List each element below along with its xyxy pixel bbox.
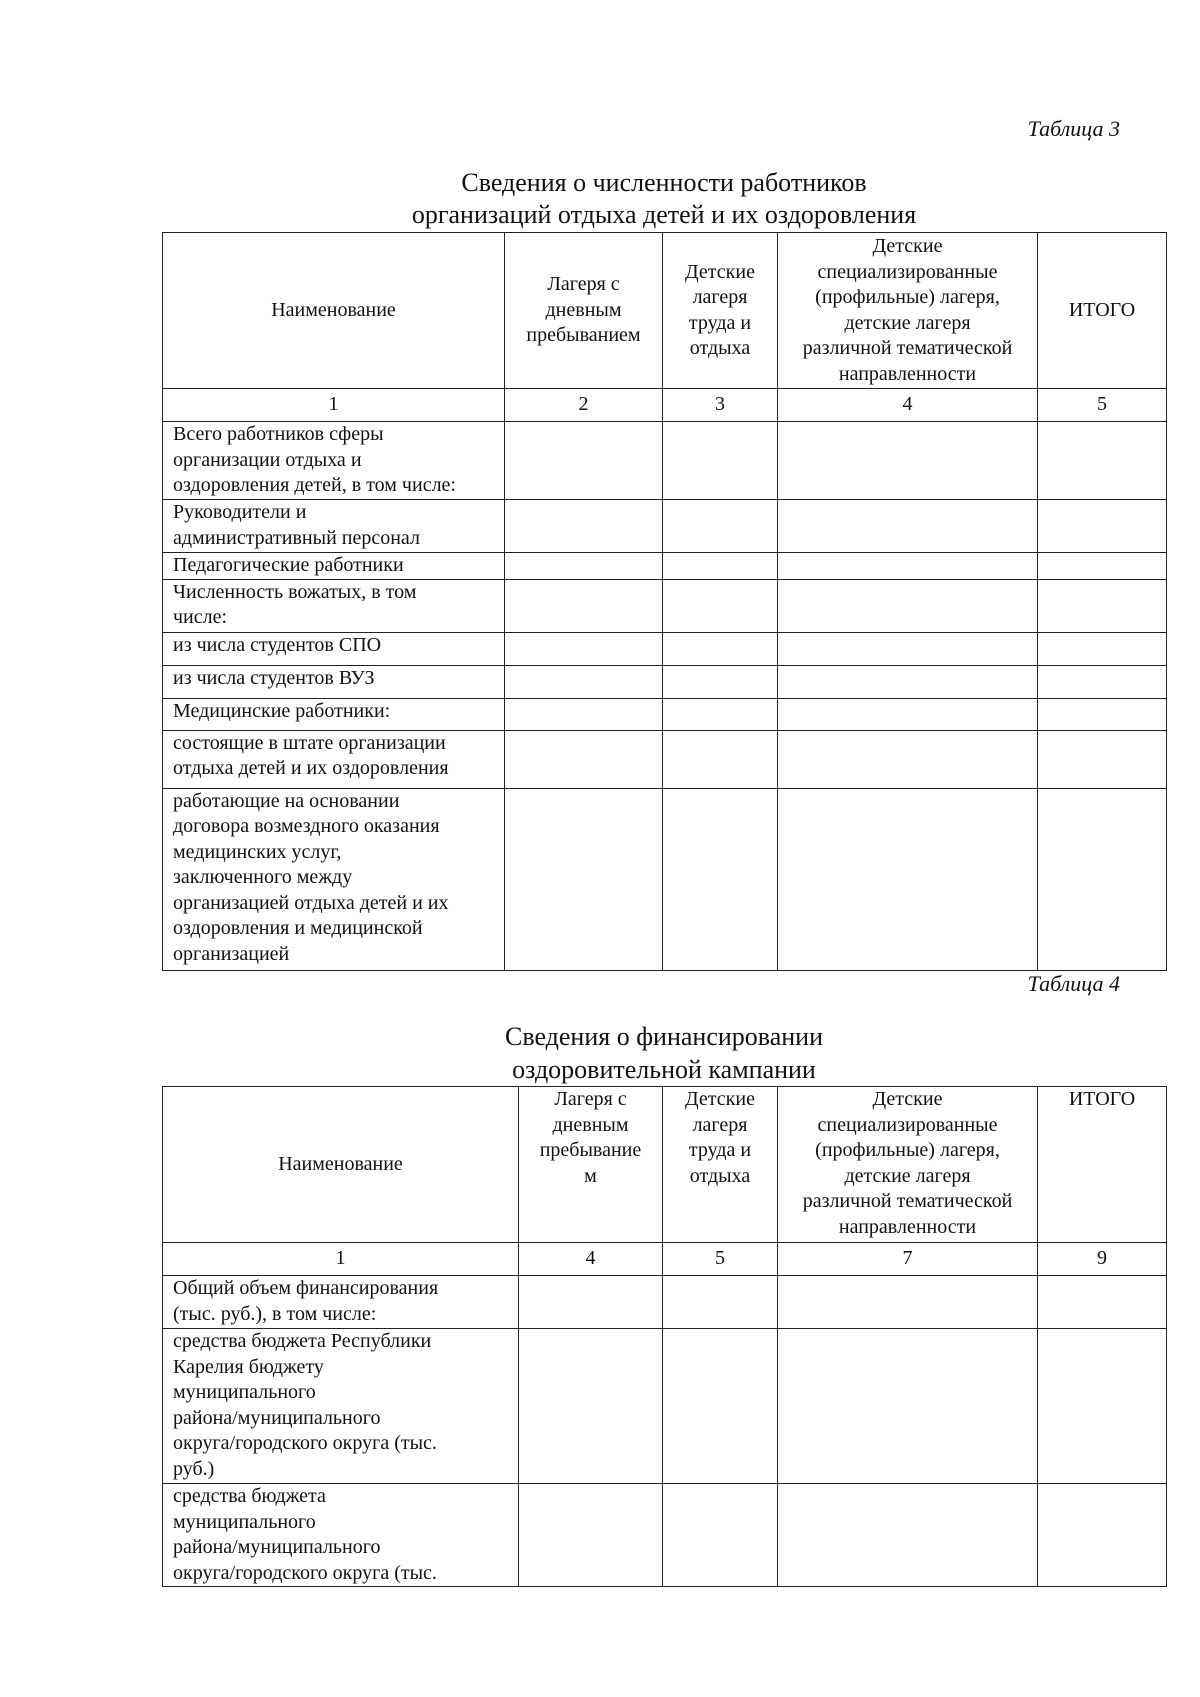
row-label: из числа студентов ВУЗ: [163, 665, 505, 698]
table-row: [163, 665, 1167, 698]
table-cell: [505, 698, 663, 730]
table3-header-row: [163, 233, 1167, 389]
table3-colnum: 2: [505, 389, 663, 422]
table-cell: [778, 1484, 1038, 1587]
table-cell: [778, 632, 1038, 665]
table-cell: [519, 1276, 663, 1329]
table3-header-name: Наименование: [163, 233, 505, 389]
row-label: Педагогические работники: [163, 553, 505, 580]
row-label: средства бюджета Республики Карелия бюджету муниципального района/муниципального округа/городского округа (тыс. руб.): [163, 1329, 519, 1484]
table4-number-row: [163, 1243, 1167, 1276]
table-row: [163, 1484, 1167, 1587]
row-label: состоящие в штате организации отдыха детей и их оздоровления: [163, 730, 505, 788]
table-cell: [778, 422, 1038, 500]
table-cell: [505, 730, 663, 788]
table4-title-line2: оздоровительной кампании: [512, 1055, 816, 1084]
table3: [162, 232, 1167, 971]
table-cell: [505, 553, 663, 580]
table-cell: [1038, 579, 1167, 632]
row-label: Всего работников сферы организации отдыха и оздоровления детей, в том числе:: [163, 422, 505, 500]
table4-header-col3: Детские лагеря труда и отдыха: [663, 1087, 778, 1243]
table-cell: [778, 1329, 1038, 1484]
table4-colnum: 9: [1038, 1243, 1167, 1276]
table-cell: [1038, 1329, 1167, 1484]
table4-caption: Таблица 4: [1027, 971, 1120, 996]
table-cell: [519, 1329, 663, 1484]
table4-colnum: 7: [778, 1243, 1038, 1276]
table-cell: [1038, 500, 1167, 553]
table-cell: [519, 1484, 663, 1587]
table-cell: [1038, 788, 1167, 970]
row-label: из числа студентов СПО: [163, 632, 505, 665]
table-cell: [778, 553, 1038, 580]
table-cell: [778, 788, 1038, 970]
table-cell: [505, 788, 663, 970]
table-cell: [1038, 632, 1167, 665]
table4-header-name: Наименование: [163, 1087, 519, 1243]
table-row: [163, 698, 1167, 730]
table-cell: [1038, 1484, 1167, 1587]
table4-header-col5: ИТОГО: [1038, 1087, 1167, 1243]
table-row: [163, 730, 1167, 788]
row-label: Общий объем финансирования (тыс. руб.), в том числе:: [163, 1276, 519, 1329]
table-cell: [505, 632, 663, 665]
table-cell: [663, 665, 778, 698]
table4: [162, 1086, 1167, 1587]
table-cell: [663, 1276, 778, 1329]
table-cell: [1038, 553, 1167, 580]
table-cell: [1038, 665, 1167, 698]
row-label: Медицинские работники:: [163, 698, 505, 730]
table-cell: [505, 579, 663, 632]
table-cell: [505, 500, 663, 553]
table3-colnum: 4: [778, 389, 1038, 422]
table-cell: [1038, 422, 1167, 500]
table-cell: [663, 1329, 778, 1484]
table-row: [163, 579, 1167, 632]
table4-colnum: 5: [663, 1243, 778, 1276]
table-cell: [778, 698, 1038, 730]
row-label: средства бюджета муниципального района/муниципального округа/городского округа (тыс.: [163, 1484, 519, 1587]
table-cell: [505, 665, 663, 698]
table-cell: [1038, 1276, 1167, 1329]
table-row: [163, 1276, 1167, 1329]
table-cell: [778, 500, 1038, 553]
table4-header-col4: Детские специализированные (профильные) лагеря, детские лагеря различной тематической направленности: [778, 1087, 1038, 1243]
table3-header-col5: ИТОГО: [1038, 233, 1167, 389]
table3-header-col4: Детские специализированные (профильные) лагеря, детские лагеря различной тематической направленности: [778, 233, 1038, 389]
table4-colnum: 1: [163, 1243, 519, 1276]
table-row: [163, 1329, 1167, 1484]
table-cell: [778, 730, 1038, 788]
table-cell: [663, 632, 778, 665]
row-label: Руководители и административный персонал: [163, 500, 505, 553]
table-cell: [778, 1276, 1038, 1329]
table3-title-line2: организаций отдыха детей и их оздоровления: [411, 200, 917, 229]
table-row: [163, 422, 1167, 500]
table-cell: [663, 500, 778, 553]
table-cell: [663, 1484, 778, 1587]
table3-header-col2: Лагеря с дневным пребыванием: [505, 233, 663, 389]
table-row: [163, 788, 1167, 970]
table-cell: [663, 730, 778, 788]
table3-title-line1: Сведения о численности работников: [461, 168, 867, 197]
table-cell: [778, 665, 1038, 698]
table-cell: [663, 579, 778, 632]
table3-colnum: 1: [163, 389, 505, 422]
table-cell: [505, 422, 663, 500]
table-cell: [663, 698, 778, 730]
table-cell: [663, 553, 778, 580]
table-cell: [663, 788, 778, 970]
row-label: Численность вожатых, в том числе:: [163, 579, 505, 632]
table3-caption: Таблица 3: [1027, 116, 1120, 141]
table3-colnum: 3: [663, 389, 778, 422]
table3-number-row: [163, 389, 1167, 422]
table-cell: [778, 579, 1038, 632]
table-row: [163, 553, 1167, 580]
row-label: работающие на основании договора возмездного оказания медицинских услуг, заключенного между организацией отдыха детей и их оздоровления и медицинской организацией: [163, 788, 505, 970]
table-row: [163, 500, 1167, 553]
table-cell: [1038, 698, 1167, 730]
table4-header-col2: Лагеря с дневным пребывание м: [519, 1087, 663, 1243]
table4-header-row: [163, 1087, 1167, 1243]
table4-colnum: 4: [519, 1243, 663, 1276]
table-cell: [1038, 730, 1167, 788]
table4-title-line1: Сведения о финансировании: [504, 1022, 824, 1051]
table-row: [163, 632, 1167, 665]
table-cell: [663, 422, 778, 500]
table3-colnum: 5: [1038, 389, 1167, 422]
table3-header-col3: Детские лагеря труда и отдыха: [663, 233, 778, 389]
